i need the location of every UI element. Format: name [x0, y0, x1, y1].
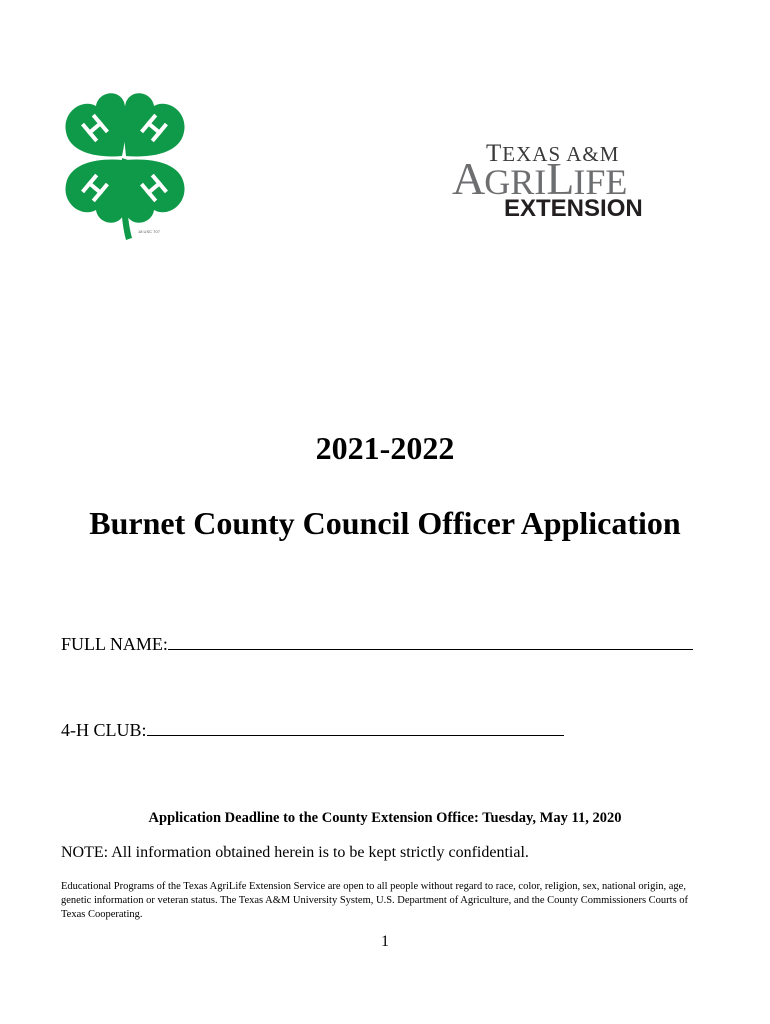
agrilife-extension-logo: [452, 138, 667, 228]
confidentiality-note: NOTE: All information obtained herein is to be kept strictly confidential.: [61, 844, 529, 861]
club-input-line[interactable]: [147, 734, 564, 736]
logo-extension: EXTENSION: [504, 195, 643, 222]
club-field: [61, 720, 564, 741]
logo-texas-am: TEXAS A&M: [486, 140, 620, 167]
full-name-label: FULL NAME:: [61, 634, 168, 654]
logo-agrilife: AGRILIFE: [452, 153, 628, 204]
club-label: 4-H CLUB:: [61, 720, 147, 740]
full-name-input-line[interactable]: [168, 648, 693, 650]
non-discrimination-disclaimer: Educational Programs of the Texas AgriLife Extension Service are open to all people without regard to race, color, religion, sex, national origin, age, genetic information or veteran status. The Texas A&M University System, U.S. Department of Agriculture, and the County Commissioners Courts of Texas Cooperating.: [61, 881, 689, 920]
page-number: 1: [381, 933, 389, 950]
document-year: 2021-2022: [315, 430, 455, 466]
clover-icon: [60, 88, 190, 248]
document-title: Burnet County Council Officer Application: [89, 505, 681, 541]
4h-clover-logo: [60, 88, 190, 248]
application-deadline: Application Deadline to the County Extension Office: Tuesday, May 11, 2020: [148, 810, 622, 826]
full-name-field: [61, 634, 693, 655]
trademark-notice: 18 USC 707: [138, 229, 160, 234]
